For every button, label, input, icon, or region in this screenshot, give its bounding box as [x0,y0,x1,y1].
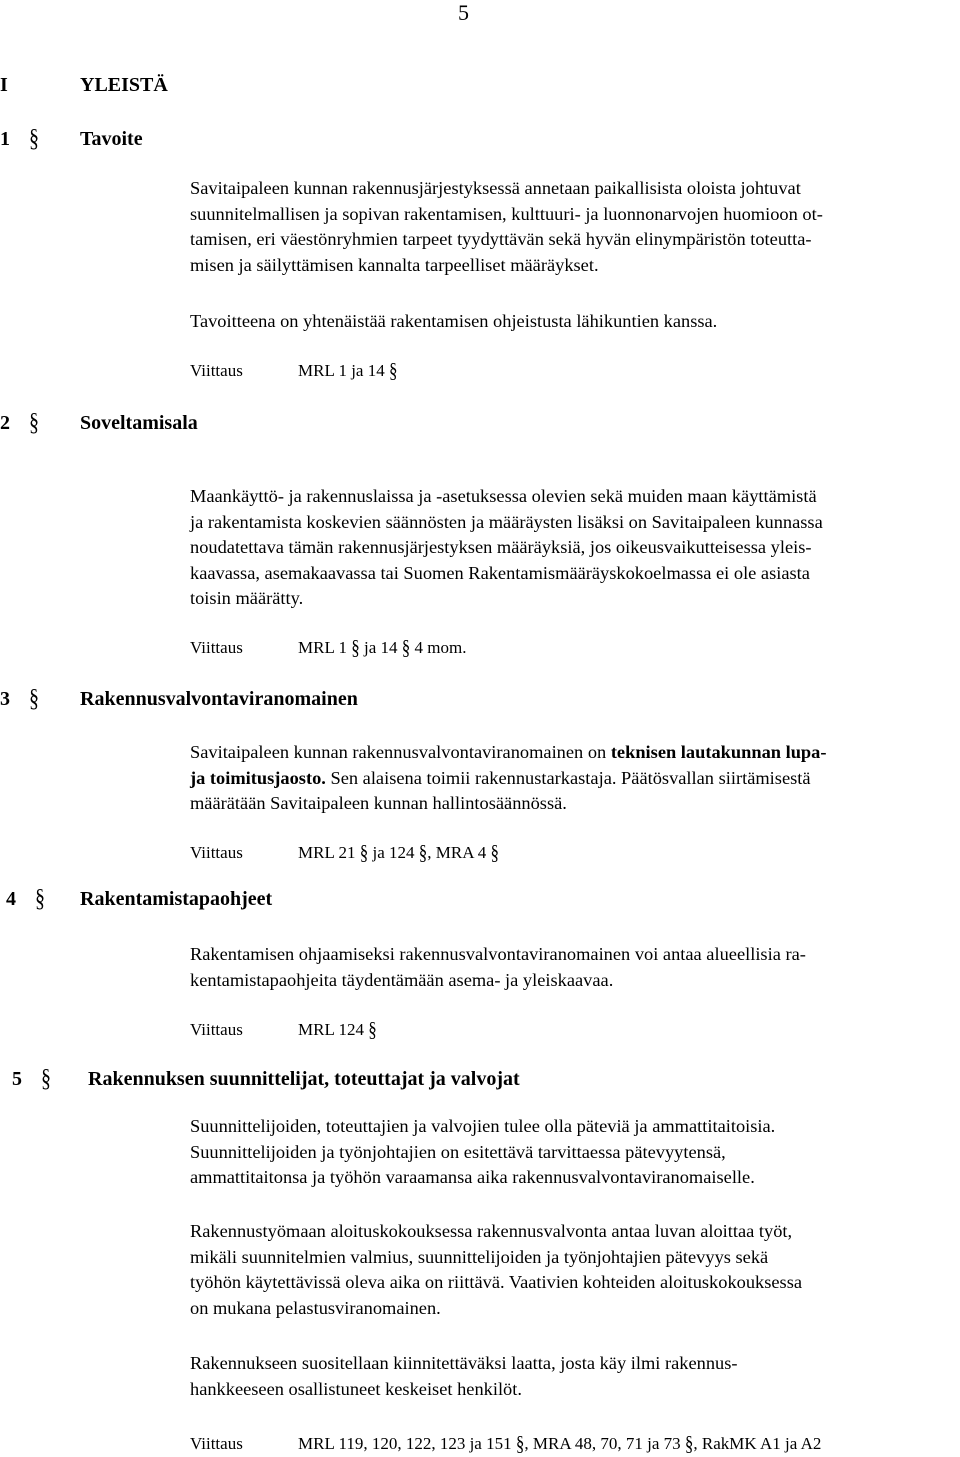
text-line: hankkeeseen osallistuneet keskeiset henkilöt. [190,1378,522,1399]
text-line: mikäli suunnitelmien valmius, suunnittelijoiden ja työnjohtajien pätevyys sekä [190,1246,769,1267]
text-run-bold: ja toimitusjaosto. [190,767,326,788]
section-1-paragraph-2 [190,309,958,335]
reference-label: Viittaus [190,638,243,657]
section-5-paragraph-2 [190,1219,958,1321]
text-line: työhön käytettävissä oleva aika on riittävä. Vaativien kohteiden aloituskokouksessa [190,1272,803,1292]
section-4-heading [6,885,45,913]
section-4-reference [190,1017,377,1042]
text-line: Rakentamisen ohjaamiseksi rakennusvalvontaviranomainen voi antaa alueellisia ra- [190,944,806,964]
section-1-paragraph-1 [190,176,958,278]
reference-text: MRL 21 [298,843,356,862]
section-3-paragraph-1 [190,740,958,817]
reference-label: Viittaus [190,1434,243,1453]
section-2-paragraph-1 [190,484,958,612]
section-5-title: Rakennuksen suunnittelijat, toteuttajat ja valvojat [88,1068,520,1090]
section-sign: § [418,840,428,865]
text-line: Suunnittelijoiden, toteuttajien ja valvojien tulee olla päteviä ja ammattitaitoisia. [190,1116,776,1136]
section-number: 5 [12,1068,22,1090]
section-number: 2 [0,412,10,434]
section-sign: § [359,840,369,865]
section-sign: § [29,409,39,437]
section-sign: § [684,1431,694,1456]
section-sign: § [515,1431,525,1456]
reference-text: 4 mom. [414,638,467,657]
reference-label: Viittaus [190,361,243,380]
section-sign: § [351,635,360,660]
text-line: toisin määrätty. [190,588,304,608]
section-sign: § [388,358,398,383]
section-sign: § [401,635,411,660]
text-line: Savitaipaleen kunnan rakennusjärjestyksessä annetaan paikallisista oloista johtuvat [190,178,801,198]
section-sign: § [490,840,500,865]
section-5-heading [12,1065,51,1093]
text-line: kentamistapaohjeita täydentämään asema- ja yleiskaavaa. [190,969,614,990]
reference-text: , RakMK A1 ja A2 [693,1434,822,1453]
section-3-heading [0,685,39,713]
reference-text: ja 124 [372,843,415,862]
reference-text: , MRA 48, 70, 71 ja 73 [524,1434,681,1453]
reference-text: MRL 1 [298,638,347,657]
section-sign: § [29,125,39,153]
text-line: Rakennukseen suositellaan kiinnitettäväksi laatta, josta käy ilmi rakennus- [190,1353,738,1373]
section-1-heading [0,125,39,153]
text-line: ja rakentamista koskevien säännösten ja määräysten lisäksi on Savitaipaleen kunnassa [190,511,823,532]
reference-text: ja 14 [363,638,398,657]
section-sign: § [35,885,45,913]
section-5-reference [190,1431,822,1456]
text-line: kaavassa, asemakaavassa tai Suomen Rakentamismääräyskokoelmassa ei ole asiasta [190,562,810,583]
section-1-reference [190,358,398,383]
section-sign: § [368,1017,377,1042]
section-5-paragraph-3 [190,1351,958,1402]
chapter-number: I [0,74,8,96]
text-run: Savitaipaleen kunnan rakennusvalvontaviranomainen on [190,742,611,762]
reference-label: Viittaus [190,843,243,862]
reference-label: Viittaus [190,1020,243,1039]
section-2-title: Soveltamisala [80,412,198,434]
section-sign: § [29,685,39,713]
reference-text: MRL 119, 120, 122, 123 ja 151 [298,1434,512,1453]
section-1-title: Tavoite [80,128,143,150]
text-line: määrätään Savitaipaleen kunnan hallintosäännössä. [190,793,567,813]
section-2-reference [190,635,467,660]
section-3-title: Rakennusvalvontaviranomainen [80,688,358,710]
section-sign: § [41,1065,51,1093]
text-line: tamisen, eri väestönryhmien tarpeet tyydyttävän sekä hyvän elinympäristön toteutta- [190,229,812,249]
text-line: on mukana pelastusviranomainen. [190,1297,441,1318]
section-2-heading [0,409,39,437]
text-line: Maankäyttö- ja rakennuslaissa ja -asetuksessa olevien sekä muiden maan käyttämistä [190,486,817,506]
text-line: ammattitaitonsa ja työhön varaamansa aika rakennusvalvontaviranomaiselle. [190,1167,755,1187]
text-line: Suunnittelijoiden ja työnjohtajien on esitettävä tarvittaessa pätevyytensä, [190,1141,726,1162]
text-line: Rakennustyömaan aloituskokouksessa rakennusvalvonta antaa luvan aloittaa työt, [190,1221,793,1241]
reference-text: MRL 1 ja 14 [298,361,385,380]
text-line: misen ja säilyttämisen kannalta tarpeelliset määräykset. [190,254,599,275]
text-line: suunnitelmallisen ja sopivan rakentamisen, kulttuuri- ja luonnonarvojen huomioon ot- [190,203,823,224]
text-line: noudatettava tämän rakennusjärjestyksen määräyksiä, jos oikeusvaikutteisessa yleis- [190,537,812,557]
section-5-paragraph-1 [190,1114,958,1191]
text-run-bold: teknisen lautakunnan lupa- [610,742,827,762]
section-4-title: Rakentamistapaohjeet [80,888,273,910]
section-number: 1 [0,128,10,150]
section-number: 3 [0,688,10,710]
section-number: 4 [6,888,16,910]
text-run: Sen alaisena toimii rakennustarkastaja. Päätösvallan siirtämisestä [325,767,811,788]
page-number: 5 [458,0,469,25]
section-3-reference [190,840,500,865]
text-line: Tavoitteena on yhtenäistää rakentamisen ohjeistusta lähikuntien kanssa. [190,311,718,331]
section-4-paragraph-1 [190,942,958,993]
reference-text: , MRA 4 [427,843,487,862]
reference-text: MRL 124 [298,1020,364,1039]
chapter-title: YLEISTÄ [80,74,168,96]
